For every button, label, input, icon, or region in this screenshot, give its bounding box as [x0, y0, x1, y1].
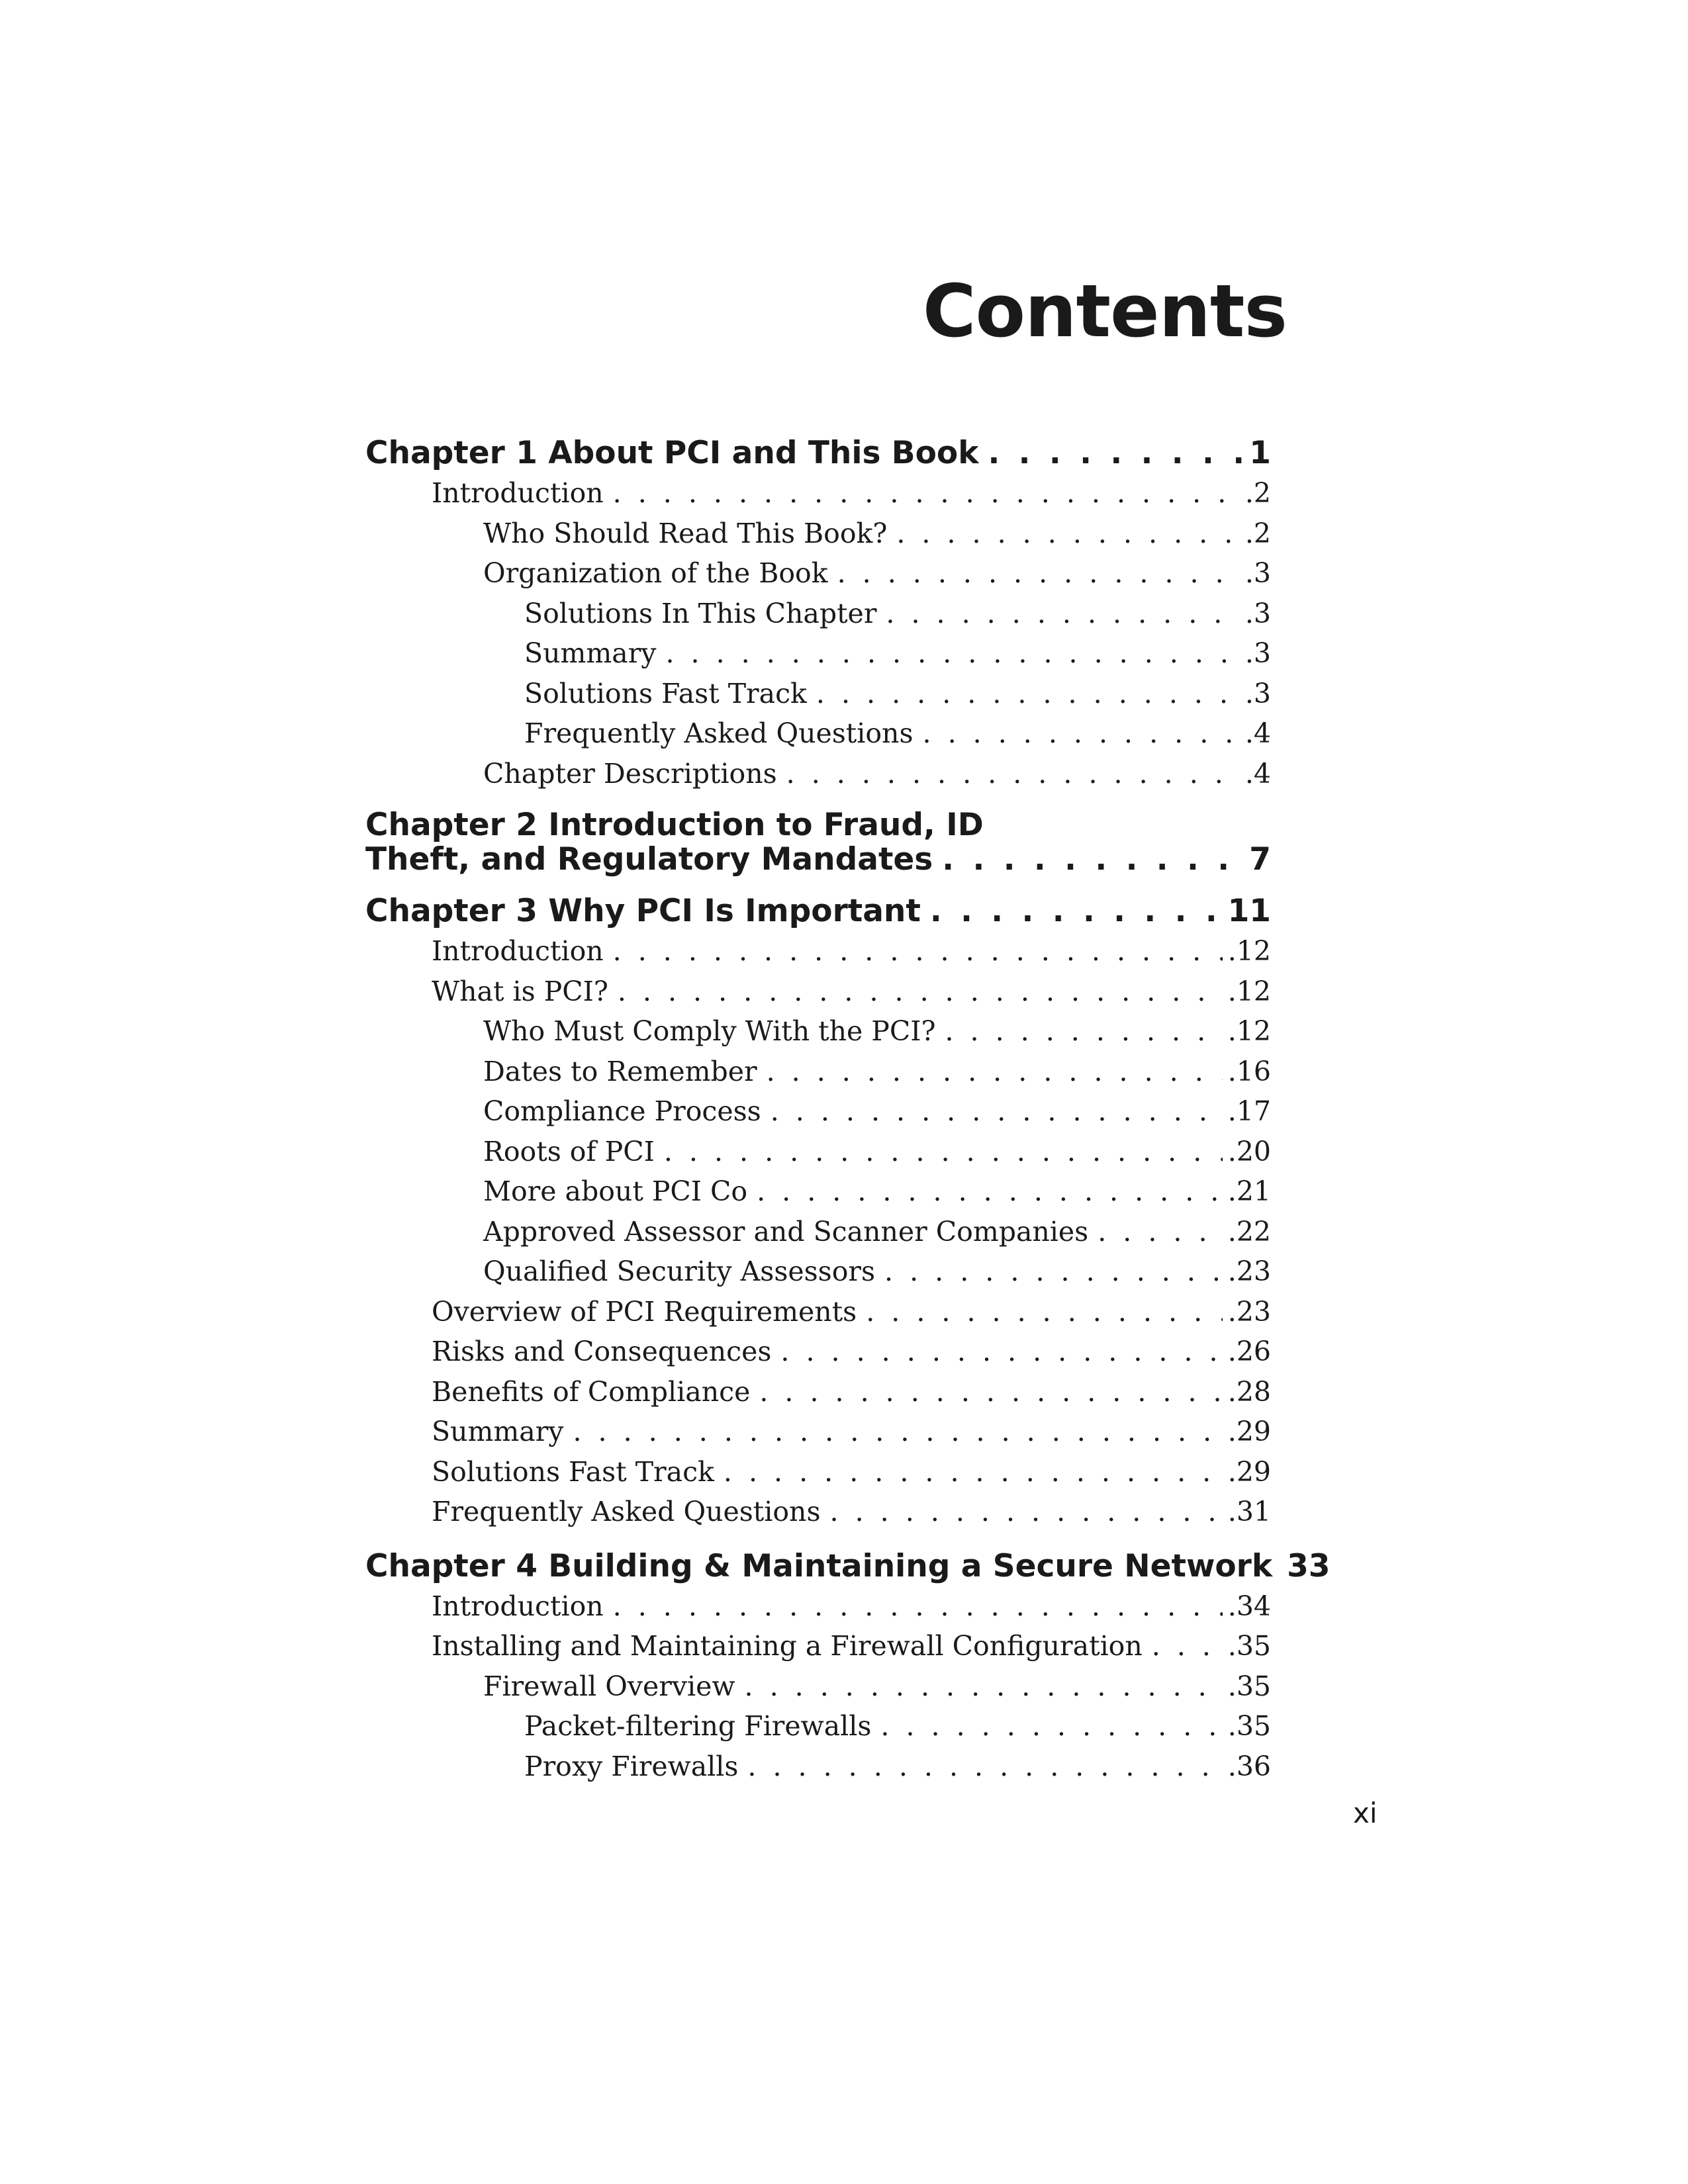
toc-entry[interactable] [365, 1212, 1271, 1252]
toc-page-number: .17 [1227, 1095, 1271, 1127]
toc-page-number: .26 [1227, 1336, 1271, 1367]
toc-entry[interactable] [365, 1586, 1271, 1627]
toc-page-number: .12 [1227, 975, 1271, 1007]
toc-chapter-title: Chapter 4 Building & Maintaining a Secure Network [365, 1547, 1273, 1584]
toc-entry-title: Overview of PCI Requirements [432, 1295, 857, 1328]
dot-leader [786, 754, 1240, 794]
toc-entry[interactable] [365, 1332, 1271, 1372]
toc-entry-title: Approved Assessor and Scanner Companies [483, 1215, 1089, 1248]
page-title: Contents [922, 269, 1287, 353]
toc-page-number: .2 [1244, 477, 1271, 509]
toc-page-number: .35 [1227, 1630, 1271, 1662]
toc-page-number: .35 [1227, 1710, 1271, 1742]
toc-entry[interactable] [365, 1666, 1271, 1707]
toc-entry[interactable] [365, 754, 1271, 794]
toc-page-number: .36 [1227, 1750, 1271, 1782]
dot-leader [884, 1251, 1223, 1292]
toc-entry-title: Introduction [432, 935, 604, 967]
toc-chapter[interactable] [365, 433, 1271, 473]
dot-leader [1152, 1626, 1223, 1666]
toc-page-number: .4 [1244, 717, 1271, 749]
toc-page-number: .3 [1244, 677, 1271, 709]
toc-page-number: .12 [1227, 935, 1271, 967]
toc-page-number: .35 [1227, 1670, 1271, 1702]
toc-page-number: .3 [1244, 597, 1271, 629]
toc-chapter[interactable] [365, 1547, 1331, 1586]
toc-entry-title: Solutions Fast Track [432, 1455, 714, 1488]
dot-leader [771, 1091, 1223, 1132]
dot-leader [1098, 1212, 1223, 1252]
toc-page-number: 11 [1227, 893, 1271, 929]
dot-leader [930, 891, 1223, 931]
toc-page-number: .22 [1227, 1215, 1271, 1248]
toc-entry[interactable] [365, 1626, 1271, 1666]
toc-entry[interactable] [365, 1171, 1271, 1212]
toc-page-number: .23 [1227, 1255, 1271, 1287]
table-of-contents [365, 433, 1331, 1786]
toc-entry-title: Firewall Overview [483, 1670, 735, 1702]
dot-leader [945, 1011, 1222, 1052]
toc-entry[interactable] [365, 1372, 1271, 1412]
dot-leader [613, 473, 1240, 514]
toc-entry-title: Risks and Consequences [432, 1336, 772, 1367]
toc-entry-title: Who Should Read This Book? [483, 517, 888, 549]
toc-entry[interactable] [365, 1412, 1271, 1452]
dot-leader [830, 1492, 1223, 1532]
toc-entry-title: Compliance Process [483, 1095, 761, 1127]
toc-page-number: .2 [1244, 517, 1271, 549]
dot-leader [923, 713, 1240, 754]
toc-chapter-title: Chapter 3 Why PCI Is Important [365, 893, 921, 929]
toc-page-number: .29 [1227, 1455, 1271, 1488]
toc-entry[interactable] [365, 1251, 1271, 1292]
toc-chapter-title: Chapter 1 About PCI and This Book [365, 435, 979, 471]
dot-leader [664, 1132, 1223, 1172]
dot-leader [816, 674, 1240, 714]
toc-entry-title: Introduction [432, 1590, 604, 1622]
toc-entry-title: Who Must Comply With the PCI? [483, 1015, 936, 1047]
toc-entry-title: Summary [524, 637, 657, 669]
toc-entry-title: Solutions Fast Track [524, 677, 807, 709]
toc-page-number: .34 [1227, 1590, 1271, 1622]
toc-page-number: 1 [1249, 435, 1271, 471]
dot-leader [942, 842, 1244, 877]
dot-leader [745, 1666, 1223, 1707]
toc-entry-title: What is PCI? [432, 975, 608, 1007]
toc-entry[interactable] [365, 514, 1271, 554]
toc-page-number: 7 [1249, 841, 1271, 878]
dot-leader [618, 972, 1223, 1012]
toc-entry-title: Installing and Maintaining a Firewall Configuration [432, 1630, 1143, 1662]
toc-page-number: .4 [1244, 757, 1271, 790]
dot-leader [866, 1292, 1223, 1332]
toc-page-number: .20 [1227, 1135, 1271, 1167]
dot-leader [613, 931, 1223, 972]
toc-entry[interactable] [365, 1492, 1271, 1532]
toc-entry[interactable] [365, 674, 1271, 714]
page-number: xi [1353, 1797, 1378, 1829]
toc-entry-title: Qualified Security Assessors [483, 1255, 876, 1287]
toc-page-number: .3 [1244, 637, 1271, 669]
toc-entry-title: Introduction [432, 477, 604, 509]
toc-entry-title: Solutions In This Chapter [524, 597, 877, 629]
dot-leader [780, 1332, 1222, 1372]
toc-entry[interactable] [365, 1706, 1271, 1747]
toc-entry-title: Dates to Remember [483, 1055, 757, 1087]
toc-page-number: .21 [1227, 1175, 1271, 1207]
dot-leader [613, 1586, 1223, 1627]
toc-entry-title: Frequently Asked Questions [432, 1496, 821, 1527]
toc-chapter-title-line1: Chapter 2 Introduction to Fraud, ID [365, 807, 984, 843]
toc-page-number: .29 [1227, 1416, 1271, 1447]
toc-entry[interactable] [365, 633, 1271, 674]
toc-page-number: 33 [1287, 1547, 1331, 1584]
toc-entry[interactable] [365, 1091, 1271, 1132]
toc-chapter[interactable] [365, 891, 1271, 931]
dot-leader [757, 1171, 1223, 1212]
toc-entry[interactable] [365, 1452, 1271, 1492]
dot-leader [724, 1452, 1223, 1492]
toc-entry-title: Chapter Descriptions [483, 757, 777, 790]
toc-page-number: .16 [1227, 1055, 1271, 1087]
toc-page-number: .3 [1244, 557, 1271, 589]
dot-leader [573, 1412, 1222, 1452]
toc-entry[interactable] [365, 1747, 1271, 1787]
toc-entry[interactable] [365, 713, 1271, 754]
toc-page-number: .12 [1227, 1015, 1271, 1047]
dot-leader [886, 594, 1239, 634]
toc-entry[interactable] [365, 1011, 1271, 1052]
dot-leader [880, 1706, 1222, 1747]
dot-leader [665, 633, 1239, 674]
toc-entry[interactable] [365, 972, 1271, 1012]
toc-chapter[interactable] [365, 808, 1271, 877]
toc-entry[interactable] [365, 473, 1271, 514]
dot-leader [767, 1052, 1223, 1092]
toc-entry[interactable] [365, 931, 1271, 972]
dot-leader [747, 1747, 1222, 1787]
toc-entry[interactable] [365, 594, 1271, 634]
toc-entry-title: More about PCI Co [483, 1175, 748, 1207]
toc-entry-title: Summary [432, 1416, 564, 1447]
toc-entry-title: Roots of PCI [483, 1135, 655, 1167]
toc-page-number: .31 [1227, 1496, 1271, 1527]
toc-entry[interactable] [365, 1052, 1271, 1092]
toc-entry-title: Proxy Firewalls [524, 1750, 739, 1782]
toc-entry-title: Benefits of Compliance [432, 1375, 751, 1408]
toc-entry-title: Organization of the Book [483, 557, 828, 589]
dot-leader [759, 1372, 1222, 1412]
toc-page-number: .28 [1227, 1375, 1271, 1408]
dot-leader [988, 433, 1244, 473]
toc-entry[interactable] [365, 553, 1271, 594]
toc-chapter-title-line2: Theft, and Regulatory Mandates [365, 841, 933, 878]
dot-leader [837, 553, 1240, 594]
toc-page-number: .23 [1227, 1295, 1271, 1328]
toc-entry[interactable] [365, 1132, 1271, 1172]
toc-entry-title: Frequently Asked Questions [524, 717, 914, 749]
toc-entry[interactable] [365, 1292, 1271, 1332]
dot-leader [896, 514, 1240, 554]
toc-entry-title: Packet-filtering Firewalls [524, 1710, 872, 1742]
